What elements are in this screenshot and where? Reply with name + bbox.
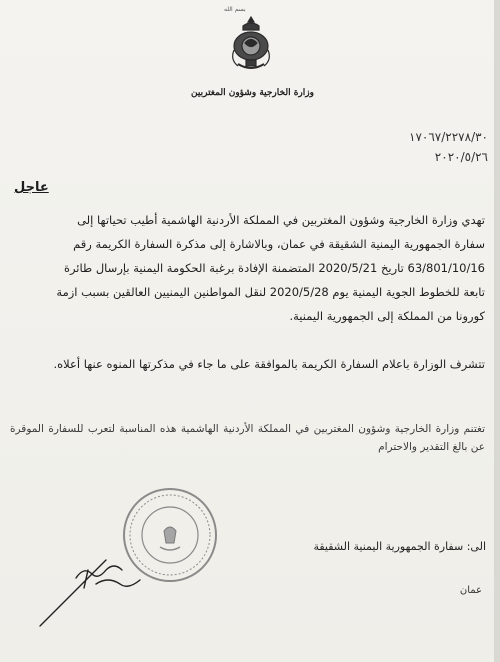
paragraph-line: تهدي وزارة الخارجية وشؤون المغتربين في المملكة الأردنية الهاشمية أطيب تحياتها إلى xyxy=(77,213,485,227)
paragraph-line: 63/801/10/16 تاريخ 2020/5/21 المتضمنة الإفادة برغبة الحكومة اليمنية بإرسال طائرة xyxy=(63,261,485,275)
urgent-label: عاجل xyxy=(14,180,49,195)
ministry-name: وزارة الخارجية وشؤون المغتربين xyxy=(191,88,314,98)
jordan-coat-of-arms-icon xyxy=(226,14,276,74)
reference-date: ٢٠٢٠/٥/٢٦ xyxy=(434,150,488,164)
page-edge-shadow xyxy=(494,0,500,662)
paragraph-intro xyxy=(10,208,485,328)
header-crown-text: بسم الله xyxy=(224,6,246,13)
paragraph-line: تابعة للخطوط الجوية اليمنية يوم 2020/5/28 لنقل المواطنين اليمنيين العالقين بسبب ازمة xyxy=(56,285,485,299)
addressee-city: عمان xyxy=(459,585,482,596)
paragraph-line: سفارة الجمهورية اليمنية الشقيقة في عمان، وبالاشارة إلى مذكرة السفارة الكريمة رقم xyxy=(73,237,485,251)
handwritten-signature xyxy=(36,540,146,630)
paragraph-closing: تغتنم وزارة الخارجية وشؤون المغتربين في المملكة الأردنية الهاشمية هذه المناسبة لتعرب للسفارة الموقرة عن بالغ التقدير والاحترام xyxy=(10,423,485,453)
paragraph-line: كورونا من المملكة إلى الجمهورية اليمنية. xyxy=(289,309,485,323)
paragraph-approval: تتشرف الوزارة باعلام السفارة الكريمة بالموافقة على ما جاء في مذكرتها المنوه عنها أعلاه. xyxy=(53,357,485,371)
reference-number: ١٧٠٦٧/٢٢٧٨/٣٠ xyxy=(409,130,488,144)
addressee-line: الى: سفارة الجمهورية اليمنية الشقيقة xyxy=(313,540,486,553)
